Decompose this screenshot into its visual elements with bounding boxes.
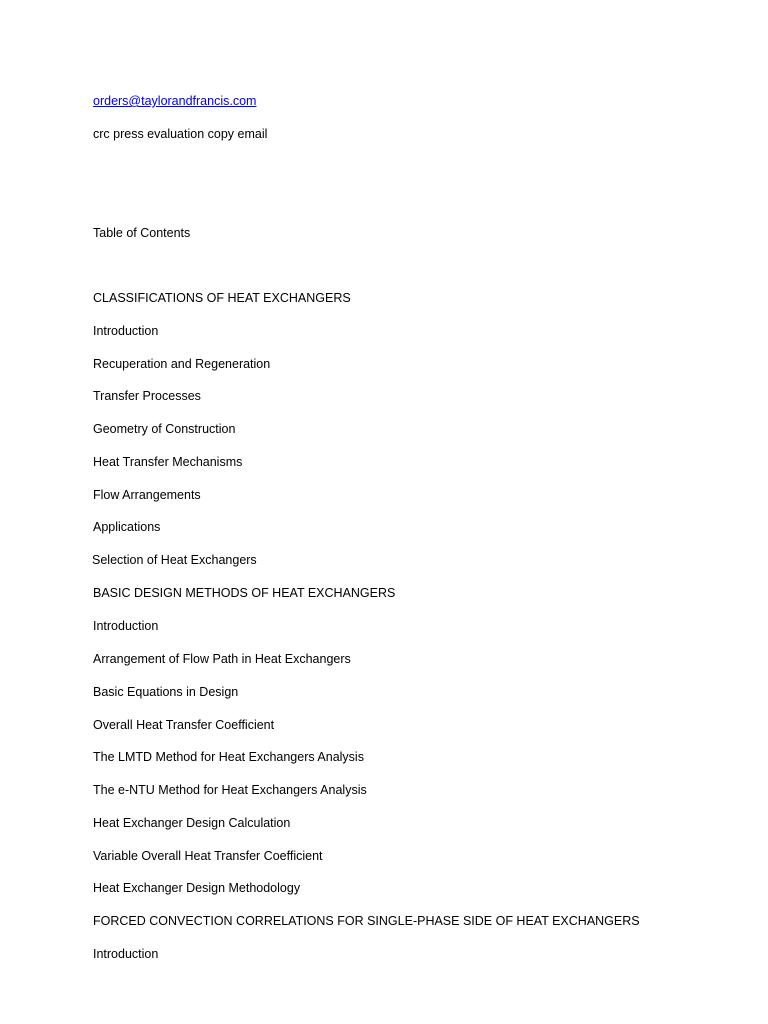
toc-entry: Heat Exchanger Design Methodology: [93, 881, 301, 895]
toc-section-heading: BASIC DESIGN METHODS OF HEAT EXCHANGERS: [93, 586, 396, 600]
toc-entry: The e-NTU Method for Heat Exchangers Analysis: [93, 783, 367, 797]
toc-entry: Selection of Heat Exchangers: [92, 553, 257, 567]
toc-entry: The LMTD Method for Heat Exchangers Analysis: [93, 750, 364, 764]
toc-entry: Variable Overall Heat Transfer Coefficient: [93, 849, 323, 863]
toc-entry: Applications: [93, 520, 161, 534]
toc-entry: Heat Transfer Mechanisms: [93, 455, 243, 469]
toc-entry: Introduction: [93, 324, 159, 338]
toc-entry: Introduction: [93, 947, 159, 961]
toc-entry: Arrangement of Flow Path in Heat Exchangers: [93, 652, 351, 666]
email-link[interactable]: orders@taylorandfrancis.com: [93, 94, 257, 108]
toc-entry: Geometry of Construction: [93, 422, 236, 436]
toc-section-heading: FORCED CONVECTION CORRELATIONS FOR SINGLE-PHASE SIDE OF HEAT EXCHANGERS: [93, 914, 640, 928]
toc-heading: Table of Contents: [93, 226, 191, 240]
toc-entry: Flow Arrangements: [93, 488, 201, 502]
toc-entry: Transfer Processes: [93, 389, 201, 403]
toc-entry: Recuperation and Regeneration: [93, 357, 271, 371]
toc-section-heading: CLASSIFICATIONS OF HEAT EXCHANGERS: [93, 291, 351, 305]
email-note: crc press evaluation copy email: [93, 127, 268, 141]
toc-entry: Basic Equations in Design: [93, 685, 239, 699]
toc-entry: Introduction: [93, 619, 159, 633]
toc-entry: Heat Exchanger Design Calculation: [93, 816, 291, 830]
toc-entry: Overall Heat Transfer Coefficient: [93, 718, 275, 732]
